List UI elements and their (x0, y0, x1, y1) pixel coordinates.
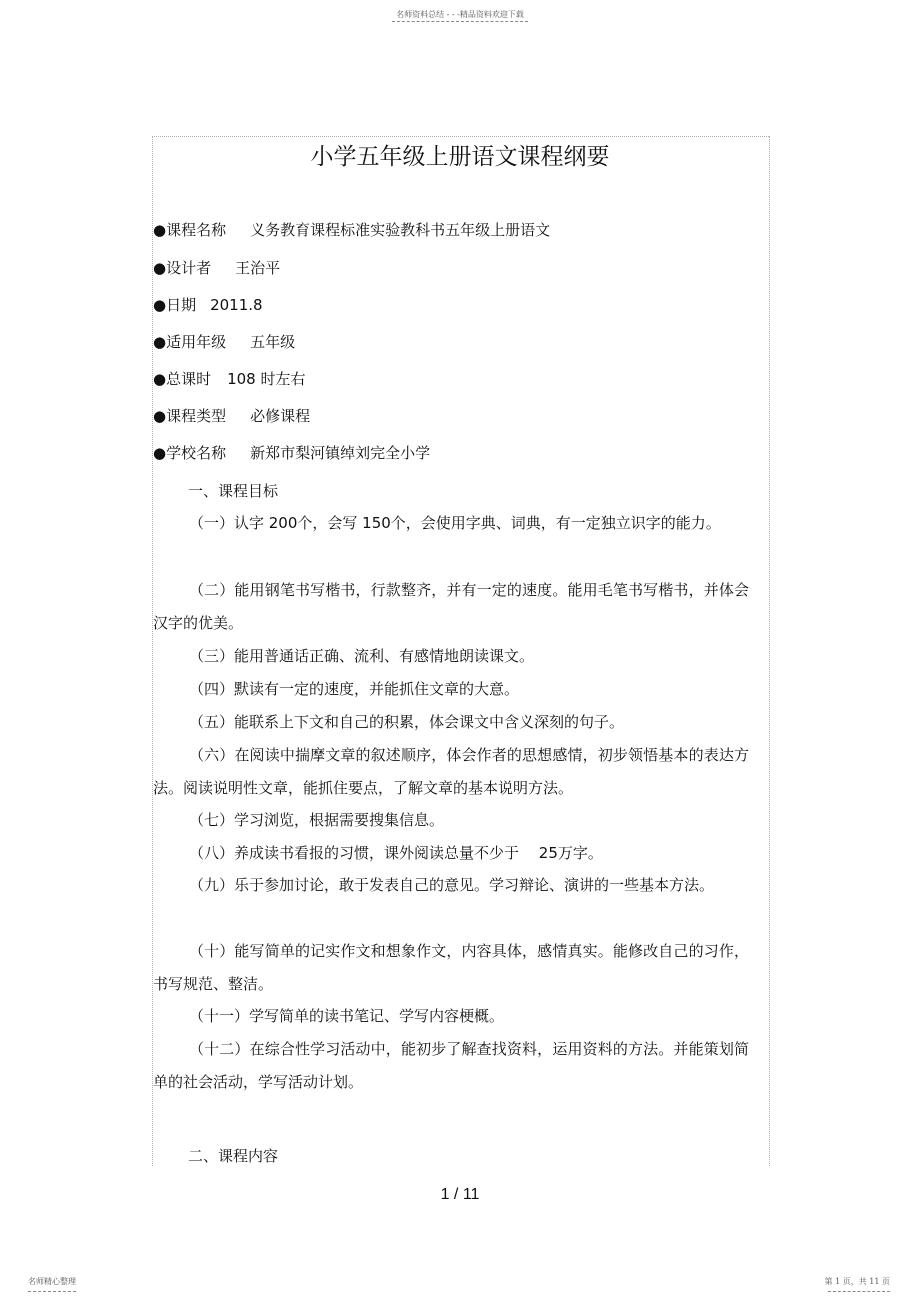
info-value: 新郑市梨河镇绰刘完全小学 (250, 444, 431, 462)
info-label: ●适用年级 (153, 333, 227, 351)
header-divider (392, 21, 528, 22)
goal-item: （六）在阅读中揣摩文章的叙述顺序，体会作者的思想感情，初步领悟基本的表达方法。阅读说明性文章，能抓住要点，了解文章的基本说明方法。 (153, 746, 749, 797)
page-frame-top (152, 136, 769, 137)
info-label: ●日期 (153, 296, 197, 314)
footer-page-indicator: 第 1 页，共 11 页 (824, 1277, 890, 1286)
info-label: ●课程类型 (153, 407, 227, 425)
info-grade (153, 332, 295, 352)
page-number: 1 / 11 (440, 1186, 480, 1203)
info-course-type (153, 406, 310, 426)
info-label: ●设计者 (153, 259, 212, 277)
info-label: ●学校名称 (153, 444, 227, 462)
goal-item: （十一）学写简单的读书笔记、学写内容梗概。 (189, 1007, 505, 1025)
info-label: ●总课时 (153, 370, 212, 388)
goal-item: （四）默读有一定的速度，并能抓住文章的大意。 (189, 680, 520, 698)
info-date (153, 295, 263, 315)
section-heading-goals: 一、课程目标 (188, 482, 279, 500)
info-value: 必修课程 (250, 407, 311, 425)
goal-item: （二）能用钢笔书写楷书，行款整齐，并有一定的速度。能用毛笔书写楷书，并体会汉字的优美。 (153, 581, 749, 632)
goal-item: （十二）在综合性学习活动中，能初步了解查找资料，运用资料的方法。并能策划简单的社会活动，学写活动计划。 (153, 1040, 749, 1091)
page-frame-right (769, 136, 770, 1166)
info-designer (153, 258, 280, 278)
info-value: 108 时左右 (227, 370, 306, 388)
info-school-name (153, 443, 430, 463)
goal-item: （五）能联系上下文和自己的积累，体会课文中含义深刻的句子。 (189, 713, 625, 731)
info-value: 2011.8 (210, 296, 263, 314)
goal-item: （七）学习浏览，根据需要搜集信息。 (189, 811, 445, 829)
info-total-hours (153, 369, 306, 389)
goal-item: （十）能写简单的记实作文和想象作文，内容具体，感情真实。能修改自己的习作，书写规范、整洁。 (153, 942, 749, 993)
info-value: 五年级 (250, 333, 296, 351)
document-title: 小学五年级上册语文课程纲要 (310, 144, 610, 170)
footer-divider-right (828, 1291, 890, 1292)
section-heading-content: 二、课程内容 (188, 1147, 279, 1165)
info-course-name (153, 220, 550, 240)
info-value: 王治平 (235, 259, 281, 277)
info-label: ●课程名称 (153, 221, 227, 239)
goal-item: （九）乐于参加讨论，敢于发表自己的意见。学习辩论、演讲的一些基本方法。 (189, 876, 715, 894)
info-value: 义务教育课程标准实验教科书五年级上册语文 (250, 221, 551, 239)
goal-item: （三）能用普通话正确、流利、有感情地朗读课文。 (189, 647, 535, 665)
goal-item: （八）养成读书看报的习惯，课外阅读总量不少于 25万字。 (189, 844, 603, 862)
footer-divider-left (28, 1291, 76, 1292)
header-note: 名师资料总结 - - -精品资料欢迎下载 (396, 10, 524, 19)
goal-item: （一）认字 200个，会写 150个，会使用字典、词典，有一定独立识字的能力。 (189, 514, 721, 532)
footer-left-note: 名师精心整理 (28, 1277, 76, 1286)
